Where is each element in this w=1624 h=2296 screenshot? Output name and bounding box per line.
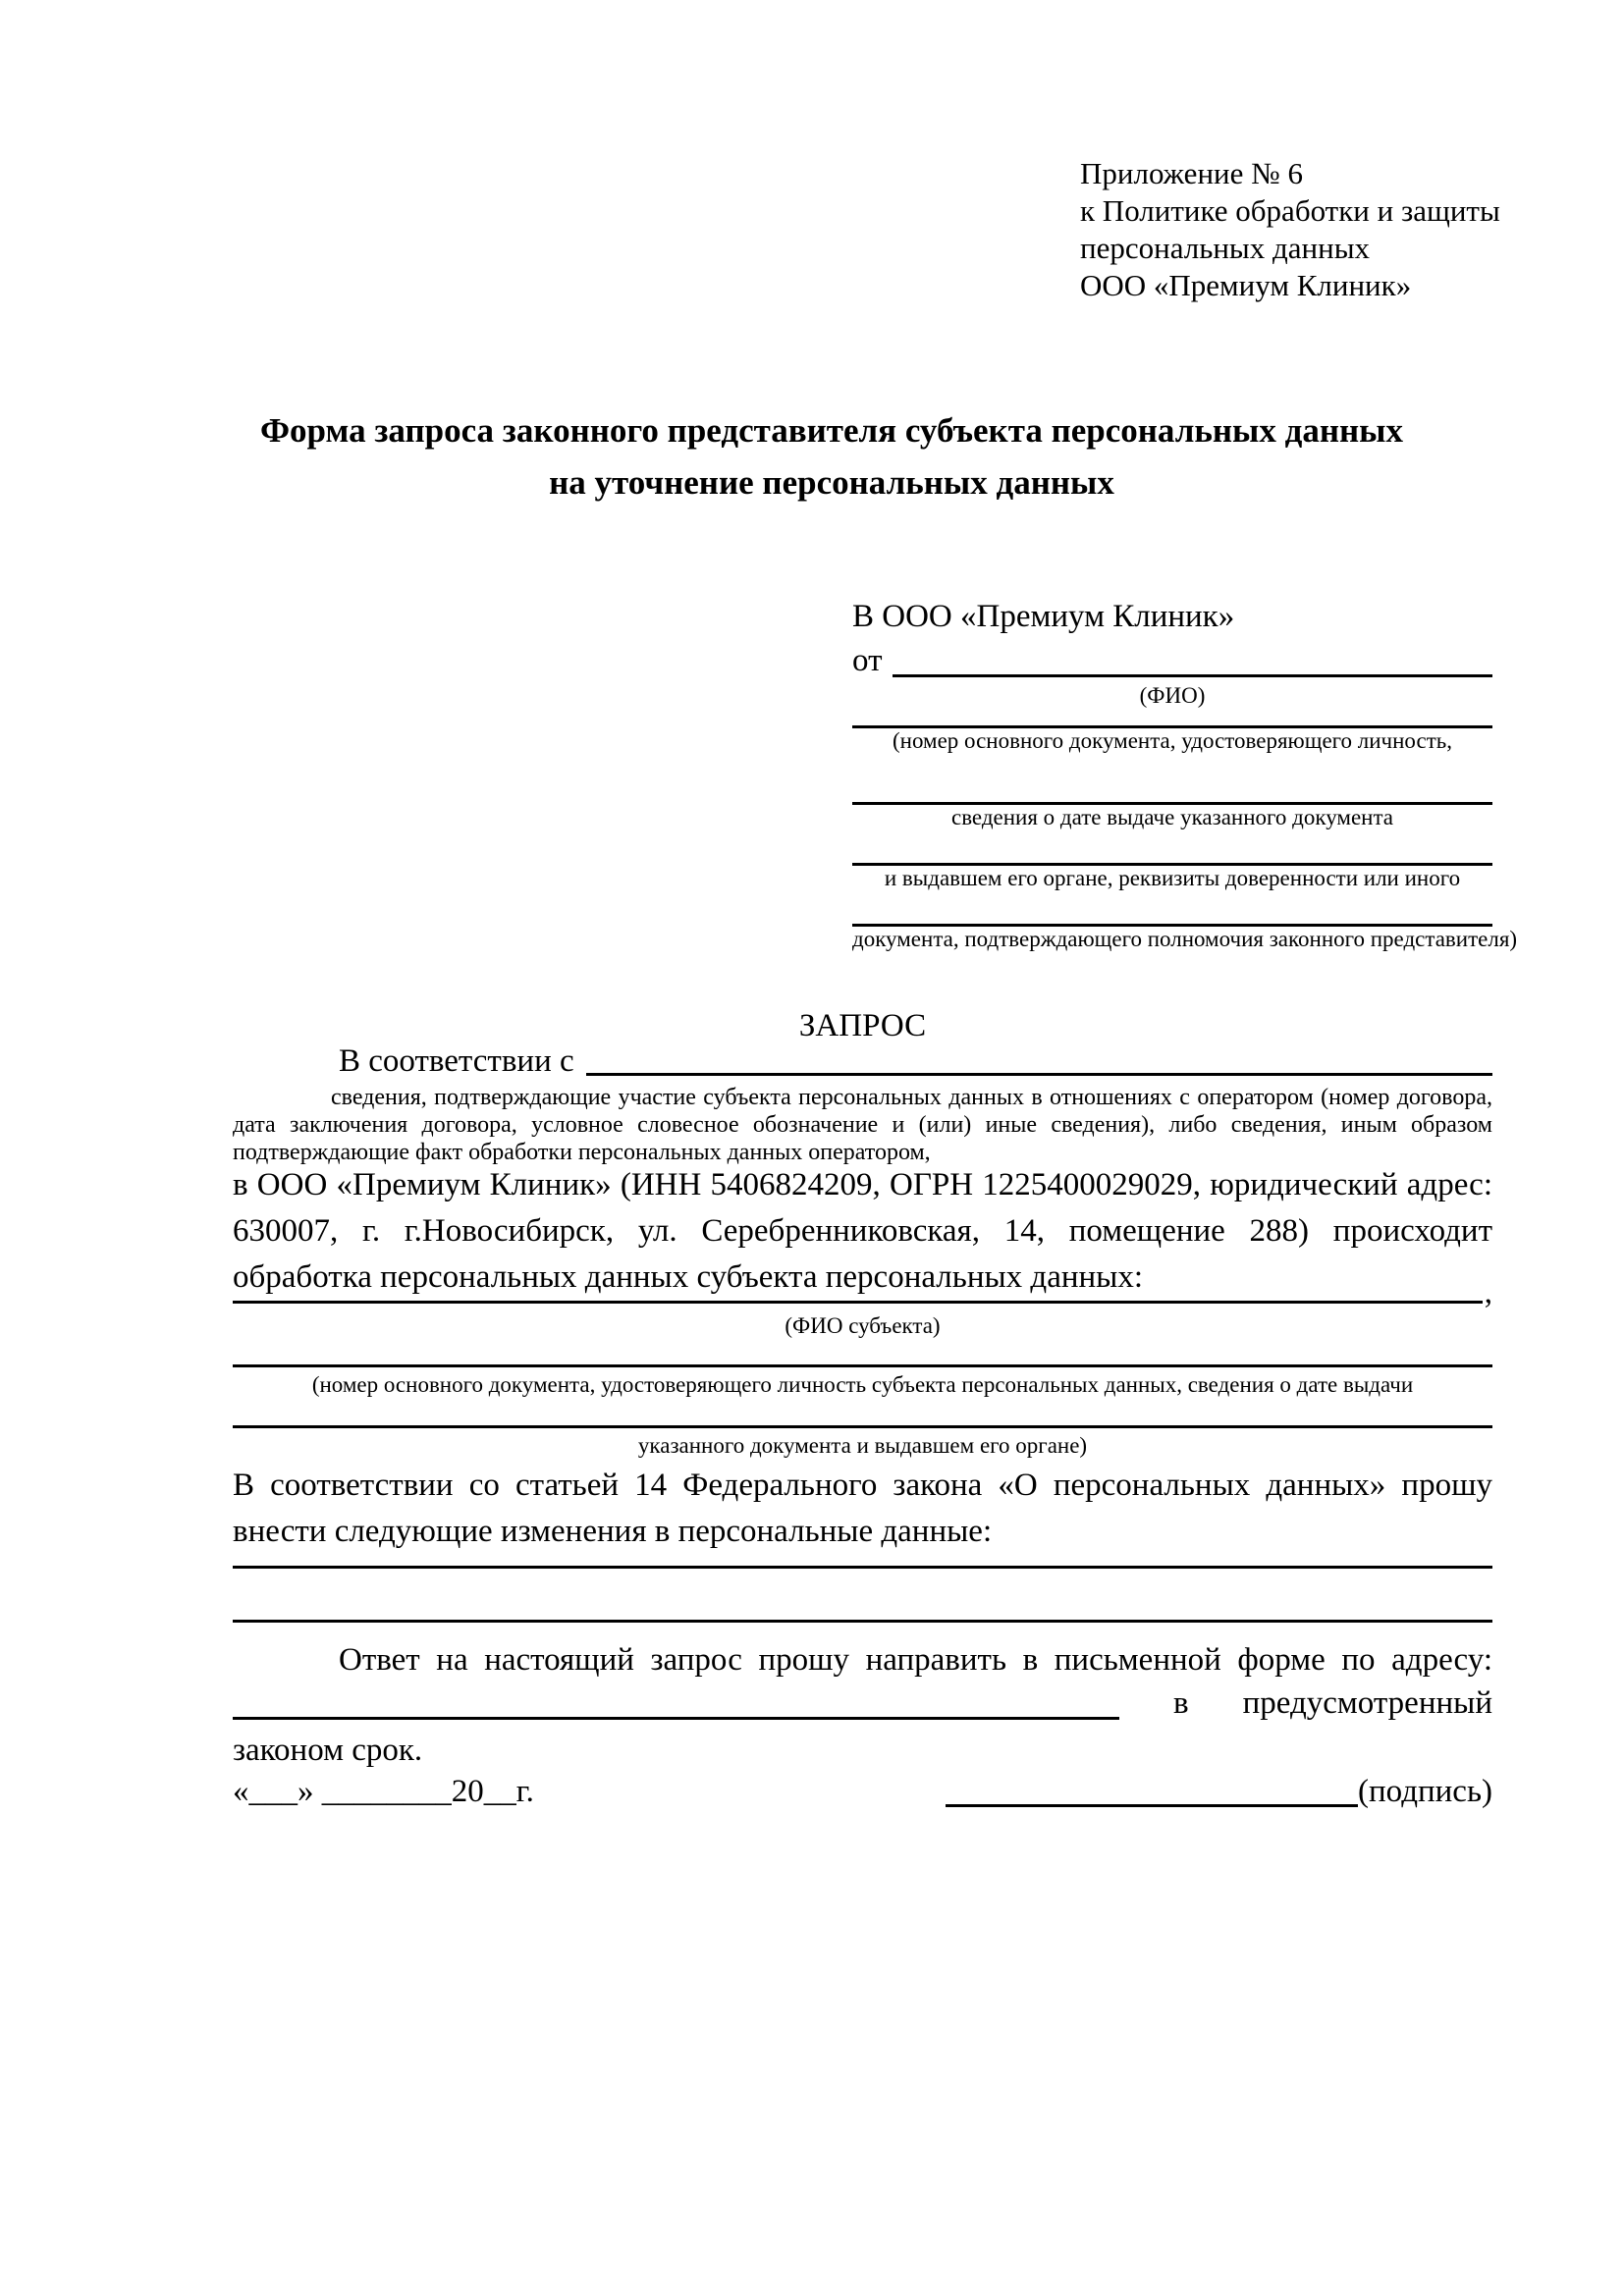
fill-line (233, 1425, 1492, 1428)
footer-row (233, 1769, 1492, 1815)
addressee-field (852, 830, 1492, 891)
appendix-line: к Политике обработки и защиты (1080, 193, 1500, 228)
fill-line (852, 709, 1492, 728)
fill-line (233, 1301, 1483, 1304)
page-title-line: Форма запроса законного представителя субъекта персональных данных (260, 411, 1403, 450)
fill-line (893, 674, 1493, 677)
field-caption: сведения о дате выдаче указанного документа (950, 805, 1394, 829)
appendix-line: персональных данных (1080, 231, 1371, 265)
reply-tail: законом срок. (233, 1733, 423, 1768)
accordance-label: В соответствии с (339, 1043, 574, 1079)
fill-line (852, 754, 1492, 805)
addressee-field (852, 891, 1518, 952)
appendix-line: Приложение № 6 (1080, 156, 1303, 190)
appendix-line: ООО «Премиум Клиник» (1080, 268, 1412, 302)
fill-line (586, 1073, 1492, 1076)
date-line: «___» ________20__г. (233, 1774, 534, 1809)
fio-caption: (ФИО) (1139, 683, 1206, 708)
accordance-row (233, 1042, 1492, 1080)
reply-word: предусмотренный (1242, 1685, 1492, 1721)
request-heading: ЗАПРОС (798, 1008, 927, 1043)
fill-line (233, 1620, 1492, 1623)
field-caption: и выдавшем его органе, реквизиты доверенности или иного (884, 866, 1461, 890)
field-caption: документа, подтверждающего полномочия законного представителя) (852, 927, 1518, 951)
operator-paragraph: в ООО «Премиум Клиник» (ИНН 5406824209, ОГРН 1225400029029, юридический адрес: 630007, г. г.Новосибирск, ул. Серебренниковская, 14, помещение 288) происходит обработка персональных данных субъекта персональных данных: (233, 1167, 1492, 1295)
fill-line (233, 1566, 1492, 1569)
appendix-block (1080, 155, 1591, 304)
fill-line (233, 1364, 1492, 1367)
reply-word: в (1173, 1685, 1189, 1721)
fill-line (852, 891, 1492, 927)
field-caption: (номер основного документа, удостоверяющего личность, (892, 728, 1452, 753)
fill-line (852, 830, 1492, 866)
signature-group (946, 1769, 1492, 1815)
addressee-to: В ООО «Премиум Клиник» (852, 599, 1235, 634)
signature-caption: (подпись) (1358, 1774, 1492, 1809)
reply-address-row (233, 1681, 1492, 1727)
reply-paragraph: Ответ на настоящий запрос прошу направить в письменной форме по адресу: (339, 1642, 1492, 1678)
signature-line (946, 1804, 1358, 1807)
fill-line (233, 1717, 1119, 1720)
subject-line-suffix: , (1484, 1275, 1492, 1310)
page-title (233, 404, 1431, 508)
addressee-from-row (852, 639, 1492, 683)
addressee-field (852, 709, 1492, 754)
article-paragraph: В соответствии со статьей 14 Федерального закона «О персональных данных» прошу внести следующие изменения в персональные данные: (233, 1468, 1492, 1549)
subject-doc-caption: (номер основного документа, удостоверяющего личность субъекта персональных данных, сведения о дате выдачи (311, 1372, 1414, 1397)
subject-fio-row (233, 1276, 1492, 1309)
from-label: от (852, 643, 883, 678)
accordance-footnote: сведения, подтверждающие участие субъекта персональных данных в отношениях с оператором (номер договора, дата заключения договора, условное словесное обозначение и (или) иные сведения), либо сведения, иным образом подтверждающие факт обработки персональных данных оператором, (233, 1085, 1492, 1165)
page-title-line: на уточнение персональных данных (549, 463, 1114, 502)
addressee-block (852, 595, 1518, 952)
addressee-field (852, 754, 1492, 830)
subject-doc-caption: указанного документа и выдавшем его органе) (637, 1433, 1088, 1458)
subject-fio-caption: (ФИО субъекта) (785, 1313, 941, 1338)
